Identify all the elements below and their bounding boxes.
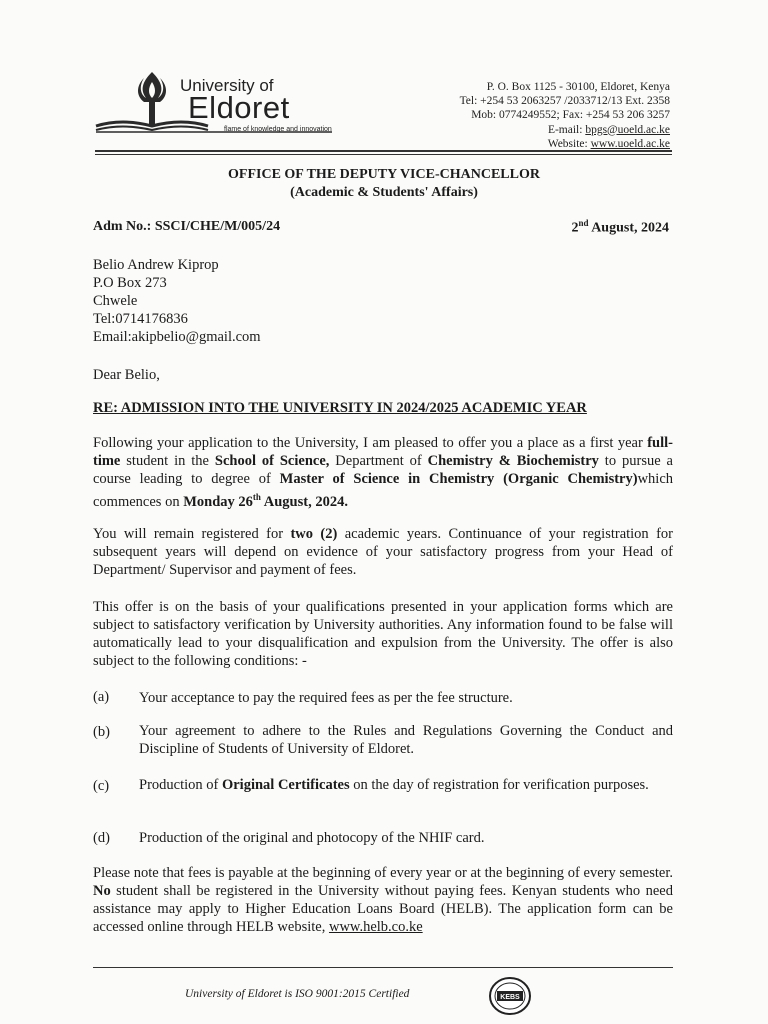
condition-text: Your agreement to adhere to the Rules and Regulations Governing the Conduct and Discipline of Students of University of Eldoret. — [139, 723, 673, 757]
cond-c-text: on the day of registration for verification purposes. — [349, 777, 649, 793]
p1-text: student in the — [120, 453, 215, 469]
recipient-po-box: P.O Box 273 — [93, 275, 167, 291]
office-line2: (Academic & Students' Affairs) — [290, 185, 478, 200]
paragraph-registration — [93, 525, 673, 579]
condition-text: Your acceptance to pay the required fees as per the fee structure. — [139, 690, 513, 706]
recipient-tel: Tel:0714176836 — [93, 311, 188, 327]
p1-bold: Chemistry & Biochemistry — [427, 453, 599, 469]
kebs-seal-text: KEBS — [500, 994, 520, 1001]
kebs-seal-icon — [488, 976, 532, 1016]
admission-number: Adm No.: SSCI/CHE/M/005/24 — [93, 219, 281, 234]
condition-text: Production of the original and photocopy of the NHIF card. — [139, 830, 485, 846]
condition-letter: (a) — [93, 689, 110, 705]
date-day: 2 — [571, 220, 579, 236]
p4-text: student shall be registered in the University without paying fees. Kenyan students who need assistance may apply to Higher Education Loans Board (HELB). The application form can be accessed online through HELB website, — [93, 883, 673, 935]
letter-date — [571, 218, 669, 237]
paragraph-offer — [93, 434, 673, 511]
p1-bold: full-time — [93, 435, 673, 469]
p1-bold: Monday 26 — [183, 493, 253, 510]
p1-bold: August, 2024. — [260, 493, 348, 510]
university-logo — [92, 68, 342, 138]
p1-text: Following your application to the University, I am pleased to offer you a place as a first year — [93, 435, 648, 451]
recipient-name: Belio Andrew Kiprop — [93, 257, 219, 273]
contact-tel: Tel: +254 53 2063257 /2033712/13 Ext. 2358 — [459, 95, 670, 108]
logo-tagline: flame of knowledge and innovation — [224, 126, 332, 133]
iso-certification: University of Eldoret is ISO 9001:2015 Certified — [185, 988, 410, 1000]
paragraph-conditions-intro: This offer is on the basis of your qualifications presented in your application forms which are subject to satisfactory verification by University authorities. Any information found to be false will automatically lead to your disqualification and expulsion from the University. The offer is also subject to the following conditions: - — [93, 599, 673, 669]
header-divider-thin — [95, 154, 672, 155]
contact-po-box: P. O. Box 1125 - 30100, Eldoret, Kenya — [486, 81, 670, 93]
kebs-seal — [488, 976, 532, 1021]
contact-mob: Mob: 0774249552; Fax: +254 53 206 3257 — [471, 109, 670, 122]
p1-text: Department of — [329, 453, 428, 469]
footer-divider — [93, 967, 673, 968]
header-divider — [95, 150, 672, 152]
paragraph-fees — [93, 864, 673, 936]
cond-c-text: Production of — [139, 777, 222, 793]
p1-bold: School of Science, — [214, 453, 330, 469]
p1-bold: Master of Science in Chemistry (Organic Chemistry) — [279, 471, 638, 487]
p2-text: You will remain registered for — [93, 526, 291, 542]
salutation: Dear Belio, — [93, 367, 160, 383]
logo-line2: Eldoret — [188, 90, 290, 125]
recipient-town: Chwele — [93, 293, 138, 309]
p2-text: academic years. Continuance of your registration for subsequent years will depend on evidence of your satisfactory progress from your Head of Department/ Supervisor and payment of fees. — [93, 526, 673, 578]
date-rest: August, 2024 — [588, 220, 669, 236]
contact-website-label: Website: — [547, 137, 591, 150]
condition-letter: (c) — [93, 778, 110, 794]
condition-letter: (d) — [93, 830, 110, 846]
contact-website-link[interactable]: www.uoeld.ac.ke — [590, 137, 670, 150]
p1-text: to pursue a course leading to degree of — [93, 453, 673, 487]
recipient-address — [93, 256, 261, 346]
p1-text: which commences on — [93, 471, 674, 510]
subject-line: RE: ADMISSION INTO THE UNIVERSITY IN 2024/2025 ACADEMIC YEAR — [93, 400, 587, 416]
p2-bold: two (2) — [290, 526, 338, 542]
helb-website-link[interactable]: www.helb.co.ke — [328, 919, 423, 935]
p4-bold: No — [93, 883, 111, 899]
date-suffix: nd — [578, 218, 589, 228]
p4-text: Please note that fees is payable at the beginning of every year or at the beginning of every semester. — [93, 865, 673, 881]
recipient-email: Email:akipbelio@gmail.com — [93, 329, 261, 345]
contact-email-label: E-mail: — [547, 123, 586, 136]
cond-c-bold: Original Certificates — [221, 777, 350, 793]
condition-text — [139, 776, 673, 794]
logo-line1: University of — [180, 76, 274, 95]
contact-block — [460, 80, 670, 151]
office-line1: OFFICE OF THE DEPUTY VICE-CHANCELLOR — [228, 167, 540, 182]
office-heading — [0, 166, 768, 202]
condition-letter: (b) — [93, 724, 110, 740]
contact-email-link[interactable]: bpgs@uoeld.ac.ke — [585, 123, 670, 136]
p1-sup: th — [252, 492, 261, 502]
